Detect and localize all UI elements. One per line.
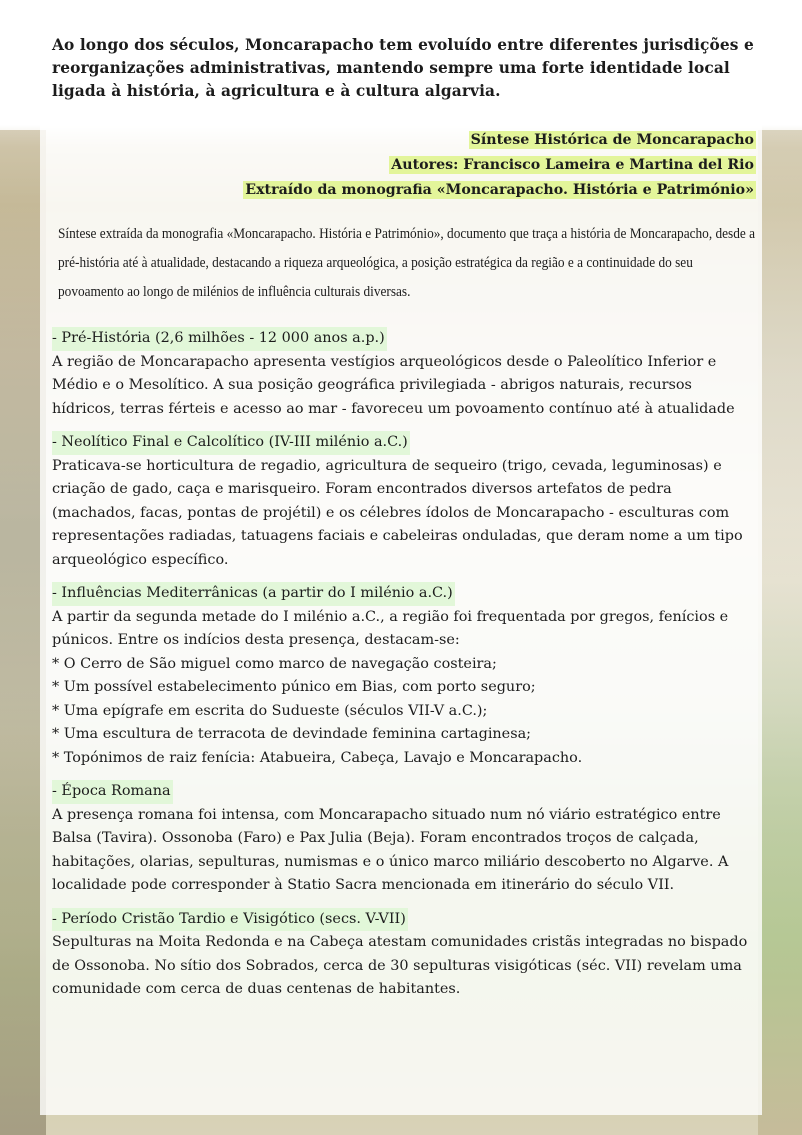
credit-title: Síntese Histórica de Moncarapacho: [470, 132, 754, 148]
list-item: * Um possível estabelecimento púnico em Bias, com porto seguro;: [52, 679, 536, 695]
list-item: * Uma escultura de terracota de devindade feminina cartaginesa;: [52, 726, 532, 742]
list-item: * Topónimos de raiz fenícia: Atabueira, Cabeça, Lavajo e Moncarapacho.: [52, 749, 583, 766]
credits-block: [52, 127, 756, 202]
section-heading: - Período Cristão Tardio e Visigótico (secs. V-VII): [52, 908, 408, 932]
list-item: * Uma epígrafe em escrita do Sudueste (séculos VII-V a.C.);: [52, 702, 488, 719]
section-body: A presença romana foi intensa, com Moncarapacho situado num nó viário estratégico entre Balsa (Tavira). Ossonoba (Faro) e Pax Julia (Beja). Foram encontrados troços de calçada, habitações, olarias, sepulturas, numismas e o único marco miliário descoberto no Algarve. A localidade pode corresponder à Statio Sacra mencionada em itinerário do século VII.: [52, 806, 729, 893]
credit-source: Extraído da monografia «Moncarapacho. História e Património»: [245, 182, 754, 198]
section-heading: - Pré-História (2,6 milhões - 12 000 anos a.p.): [52, 327, 387, 351]
section-body: Praticava-se horticultura de regadio, agricultura de sequeiro (trigo, cevada, leguminosas) e criação de gado, caça e marisqueiro. Foram encontrados diversos artefatos de pedra (machados, facas, pontas de projétil) e os célebres ídolos de Moncarapacho - esculturas com representações radiadas, tatuagens faciais e cabeleiras onduladas, que deram nome a um tipo arqueológico específico.: [52, 457, 743, 568]
section-pre-historia: [52, 327, 756, 421]
document-content: [52, 34, 756, 1002]
section-visigotico: [52, 908, 756, 1002]
section-epoca-romana: [52, 780, 756, 898]
section-mediterranicas: [52, 582, 756, 770]
intro-paragraph: Ao longo dos séculos, Moncarapacho tem evoluído entre diferentes jurisdições e reorganizações administrativas, mantendo sempre uma forte identidade local ligada à história, à agricultura e à cultura algarvia.: [52, 36, 754, 100]
background-edge-right: [758, 130, 802, 1135]
evidence-list: [52, 653, 756, 771]
section-body: A partir da segunda metade do I milénio a.C., a região foi frequentada por gregos, fenícios e púnicos. Entre os indícios desta presença, destacam-se:: [52, 608, 729, 648]
section-heading: - Influências Mediterrânicas (a partir do I milénio a.C.): [52, 582, 455, 606]
section-neolitico: [52, 431, 756, 572]
section-body: A região de Moncarapacho apresenta vestígios arqueológicos desde o Paleolítico Inferior e Médio e o Mesolítico. A sua posição geográfica privilegiada - abrigos naturais, recursos hídricos, terras férteis e acesso ao mar - favoreceu um povoamento contínuo até à atualidade: [52, 353, 735, 417]
section-heading: - Neolítico Final e Calcolítico (IV-III milénio a.C.): [52, 431, 410, 455]
section-body: Sepulturas na Moita Redonda e na Cabeça atestam comunidades cristãs integradas no bispado de Ossonoba. No sítio dos Sobrados, cerca de 30 sepulturas visigóticas (séc. VII) revelam uma comunidade com cerca de duas centenas de habitantes.: [52, 934, 748, 997]
section-heading: - Época Romana: [52, 780, 173, 804]
synthesis-paragraph: Síntese extraída da monografia «Moncarapacho. História e Património», documento que traça a história de Moncarapacho, desde a pré-história até à atualidade, destacando a riqueza arqueológica, a posição estratégica da região e a continuidade do seu povoamento ao longo de milénios de influência culturais diversas.: [58, 226, 756, 300]
list-item: * O Cerro de São miguel como marco de navegação costeira;: [52, 655, 497, 672]
credit-authors: Autores: Francisco Lameira e Martina del Rio: [391, 157, 754, 173]
